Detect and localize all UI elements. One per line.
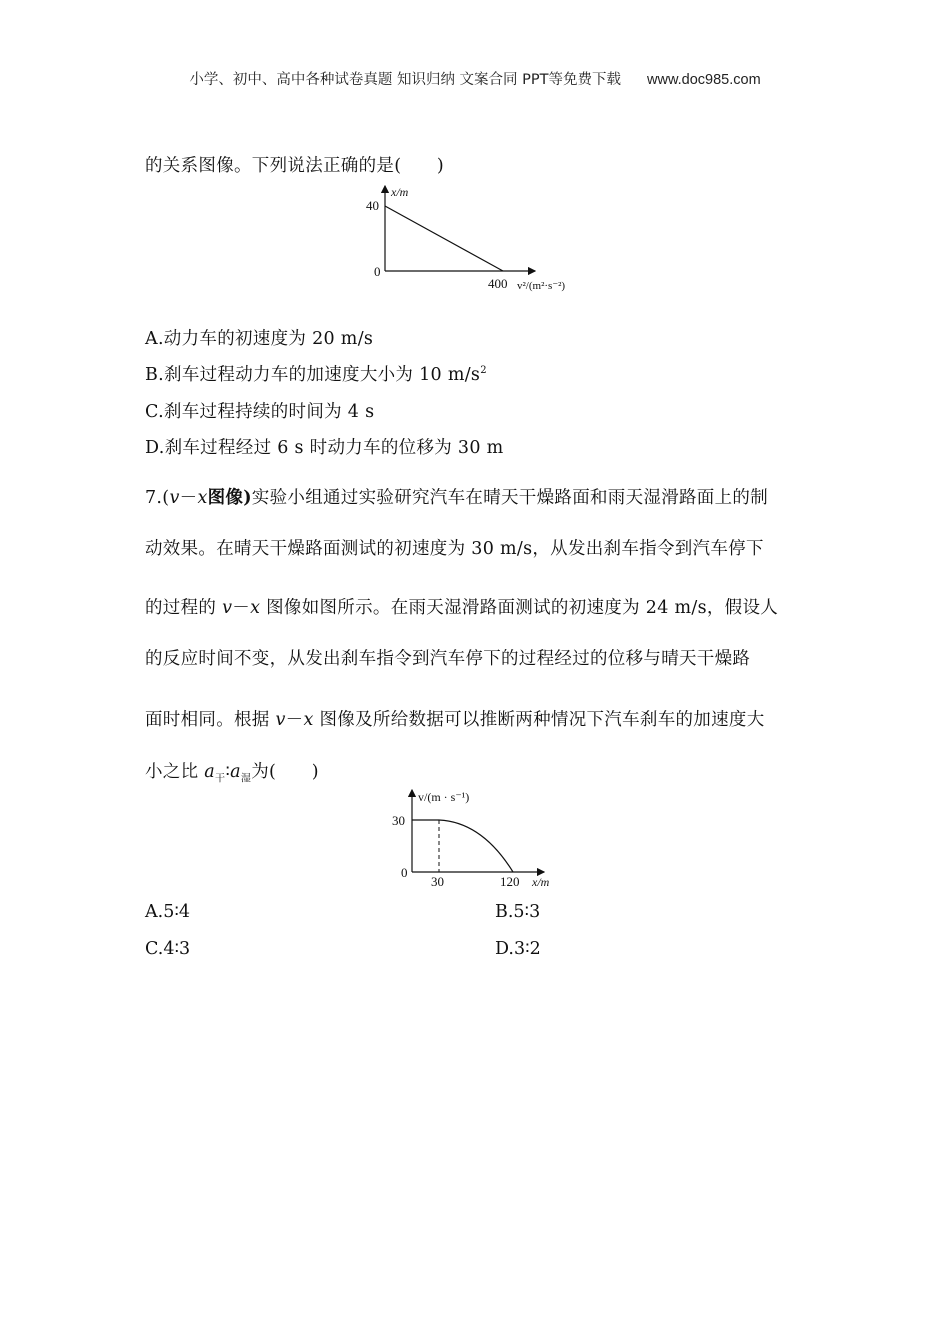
data-line <box>385 206 503 271</box>
q7-line-1 <box>145 484 768 509</box>
q7-option-d: D.3∶2 <box>495 939 541 959</box>
q7-line-3-pre: 的过程的 <box>145 598 223 618</box>
x-tick-30: 30 <box>431 874 444 889</box>
q6-option-b-text: B.刹车过程动力车的加速度大小为 10 m/s <box>145 365 481 385</box>
y-tick-30: 30 <box>392 813 405 828</box>
q7-number: 7.( <box>145 488 170 508</box>
q7-v-2: v <box>275 710 286 730</box>
q6-stem: 的关系图像。下列说法正确的是( ) <box>145 156 445 176</box>
q7-line-1-text: 实验小组通过实验研究汽车在晴天干燥路面和雨天湿滑路面上的制 <box>251 488 768 508</box>
q6-option-b <box>145 361 487 386</box>
q7-line-2: 动效果。在晴天干燥路面测试的初速度为 30 m/s，从发出刹车指令到汽车停下 <box>145 539 764 559</box>
page-header <box>0 68 950 89</box>
y-axis-label: x/m <box>391 185 409 199</box>
q7-sub-dry: 干 <box>215 773 226 785</box>
q6-option-d: D.刹车过程经过 6 s 时动力车的位移为 30 m <box>145 438 504 458</box>
q7-x: x <box>250 598 261 618</box>
q6-option-c: C.刹车过程持续的时间为 4 s <box>145 402 375 422</box>
q7-line-3-post: 图像如图所示。在雨天湿滑路面测试的初速度为 24 m/s，假设人 <box>260 598 779 618</box>
q7-x-2: x <box>303 710 314 730</box>
q7-colon: ∶ <box>225 762 231 782</box>
q7-option-c: C.4∶3 <box>145 939 191 959</box>
q7-a-wet: a <box>230 762 241 782</box>
origin-label: 0 <box>401 865 408 880</box>
q7-line-6-pre: 小之比 <box>145 762 205 782</box>
x-axis-label: v²/(m²·s⁻²) <box>517 280 566 292</box>
header-url[interactable]: www.doc985.com <box>647 72 761 88</box>
q7-tag-v: v <box>169 488 180 508</box>
q7-tag-word: 图像) <box>207 488 252 508</box>
q6-option-a: A.动力车的初速度为 20 m/s <box>145 329 374 349</box>
y-axis-label: v/(m · s⁻¹) <box>418 790 470 804</box>
q7-sub-wet: 湿 <box>240 773 252 785</box>
x-axis-label: x/m <box>532 875 550 889</box>
y-tick-40: 40 <box>366 198 379 213</box>
q7-dash-2: － <box>285 710 304 730</box>
q7-tag-x: x <box>197 488 208 508</box>
q7-line-6-post: 为( ) <box>251 762 319 782</box>
origin-label: 0 <box>374 264 381 279</box>
q7-line-5 <box>145 706 765 731</box>
q7-option-a: A.5∶4 <box>145 902 191 922</box>
q7-line-5-pre: 面时相同。根据 <box>145 710 276 730</box>
q6-chart <box>355 180 600 299</box>
x-tick-400: 400 <box>488 276 508 291</box>
q7-v: v <box>222 598 233 618</box>
header-text: 小学、初中、高中各种试卷真题 知识归纳 文案合同 PPT等免费下载 <box>189 72 622 88</box>
q7-option-b: B.5∶3 <box>495 902 541 922</box>
q6-option-b-sup: 2 <box>480 365 487 376</box>
q7-line-4: 的反应时间不变，从发出刹车指令到汽车停下的过程经过的位移与晴天干燥路 <box>145 649 751 669</box>
q7-a-dry: a <box>204 762 215 782</box>
q7-line-6 <box>145 758 319 785</box>
q7-tag-dash: － <box>179 488 198 508</box>
x-tick-120: 120 <box>500 874 520 889</box>
q7-line-5-post: 图像及所给数据可以推断两种情况下汽车刹车的加速度大 <box>313 710 765 730</box>
q7-dash: － <box>232 598 251 618</box>
q7-line-3 <box>145 594 778 619</box>
decel-curve <box>439 820 513 872</box>
q7-chart <box>372 782 572 898</box>
